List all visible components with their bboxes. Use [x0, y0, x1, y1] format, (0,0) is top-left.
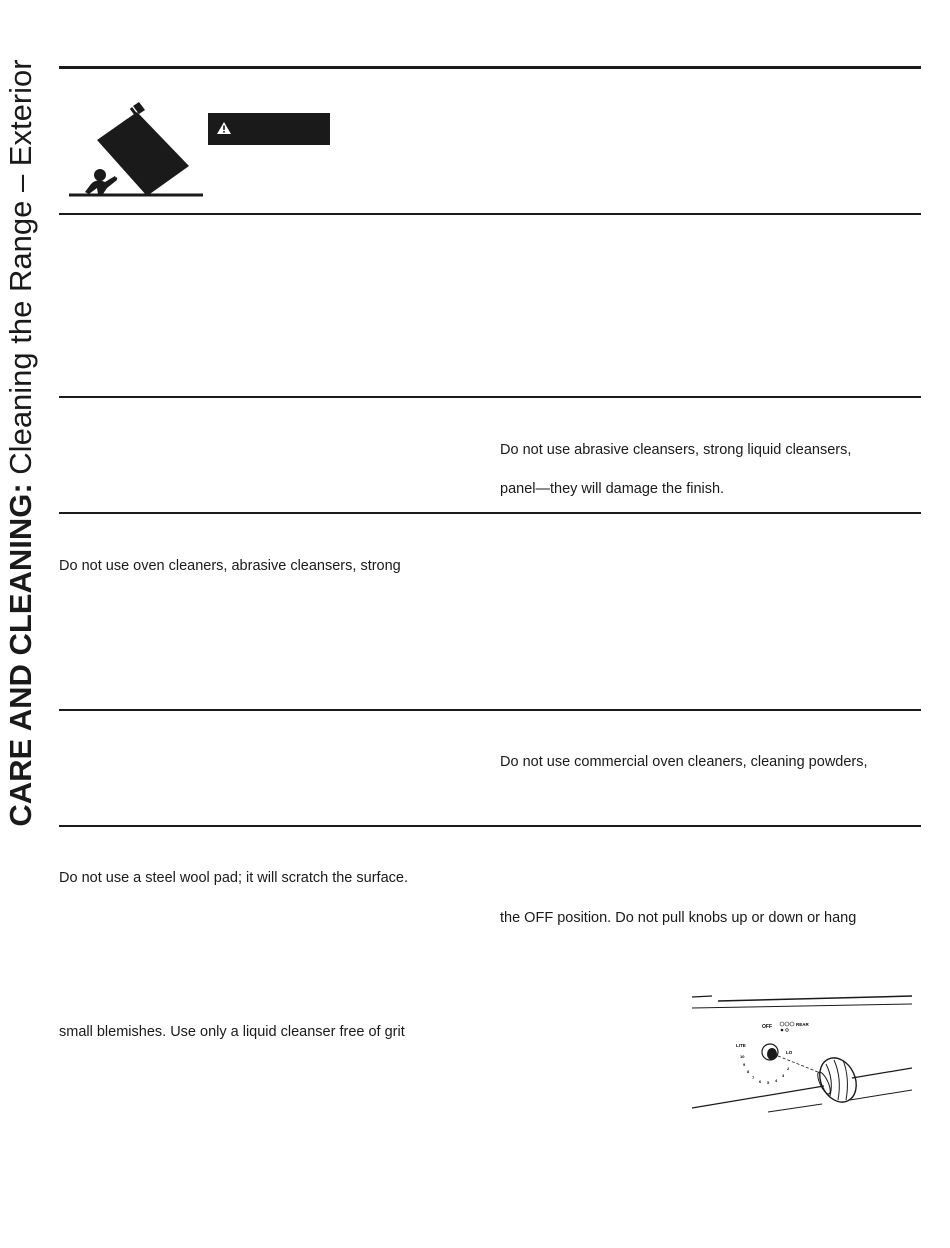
section-divider: [59, 213, 921, 215]
knob-tick-4: 7: [752, 1075, 755, 1080]
side-section-title: [2, 30, 40, 855]
section-divider: [59, 512, 921, 514]
knob-removal-illustration: [688, 992, 918, 1127]
oven-door-text: Do not use commercial oven cleaners, cleaning powders,: [500, 754, 868, 770]
warning-triangle-icon: [217, 122, 231, 134]
knob-tick-9: 2: [787, 1066, 790, 1071]
control-panel-text-1: Do not use abrasive cleansers, strong liquid cleansers,: [500, 442, 852, 458]
range-tipping-icon: [67, 100, 207, 200]
knob-off-label: OFF: [762, 1024, 772, 1030]
side-title-bold: CARE AND CLEANING:: [3, 482, 38, 827]
knobs-text: the OFF position. Do not pull knobs up or down or hang: [500, 910, 857, 926]
top-divider: [59, 66, 921, 69]
knob-tick-7: 4: [775, 1078, 778, 1083]
warning-badge: [208, 113, 330, 145]
knob-tick-5: 6: [759, 1079, 762, 1084]
knob-tick-6: 5: [767, 1080, 770, 1085]
painted-surfaces-text: Do not use oven cleaners, abrasive cleansers, strong: [59, 558, 401, 574]
side-title-text: [2, 59, 40, 826]
knob-lo-label: LO: [786, 1050, 793, 1055]
knob-tick-3: 8: [747, 1069, 750, 1074]
control-knob-icon: [688, 992, 918, 1122]
knob-tick-8: 3: [782, 1073, 785, 1078]
section-divider: [59, 396, 921, 398]
section-divider: [59, 825, 921, 827]
side-title-normal: Cleaning the Range – Exterior: [3, 58, 38, 483]
section-divider: [59, 709, 921, 711]
stainless-text-1: Do not use a steel wool pad; it will scratch the surface.: [59, 870, 408, 886]
svg-text:LITE: LITE: [736, 1043, 746, 1048]
knob-tick-1: 10: [740, 1054, 745, 1059]
anti-tip-illustration: [67, 100, 207, 205]
control-panel-text-2: panel—they will damage the finish.: [500, 481, 725, 497]
knob-tick-2: 9: [743, 1062, 746, 1067]
stainless-text-2: small blemishes. Use only a liquid cleanser free of grit: [59, 1024, 405, 1040]
svg-text:REAR: REAR: [796, 1022, 809, 1027]
